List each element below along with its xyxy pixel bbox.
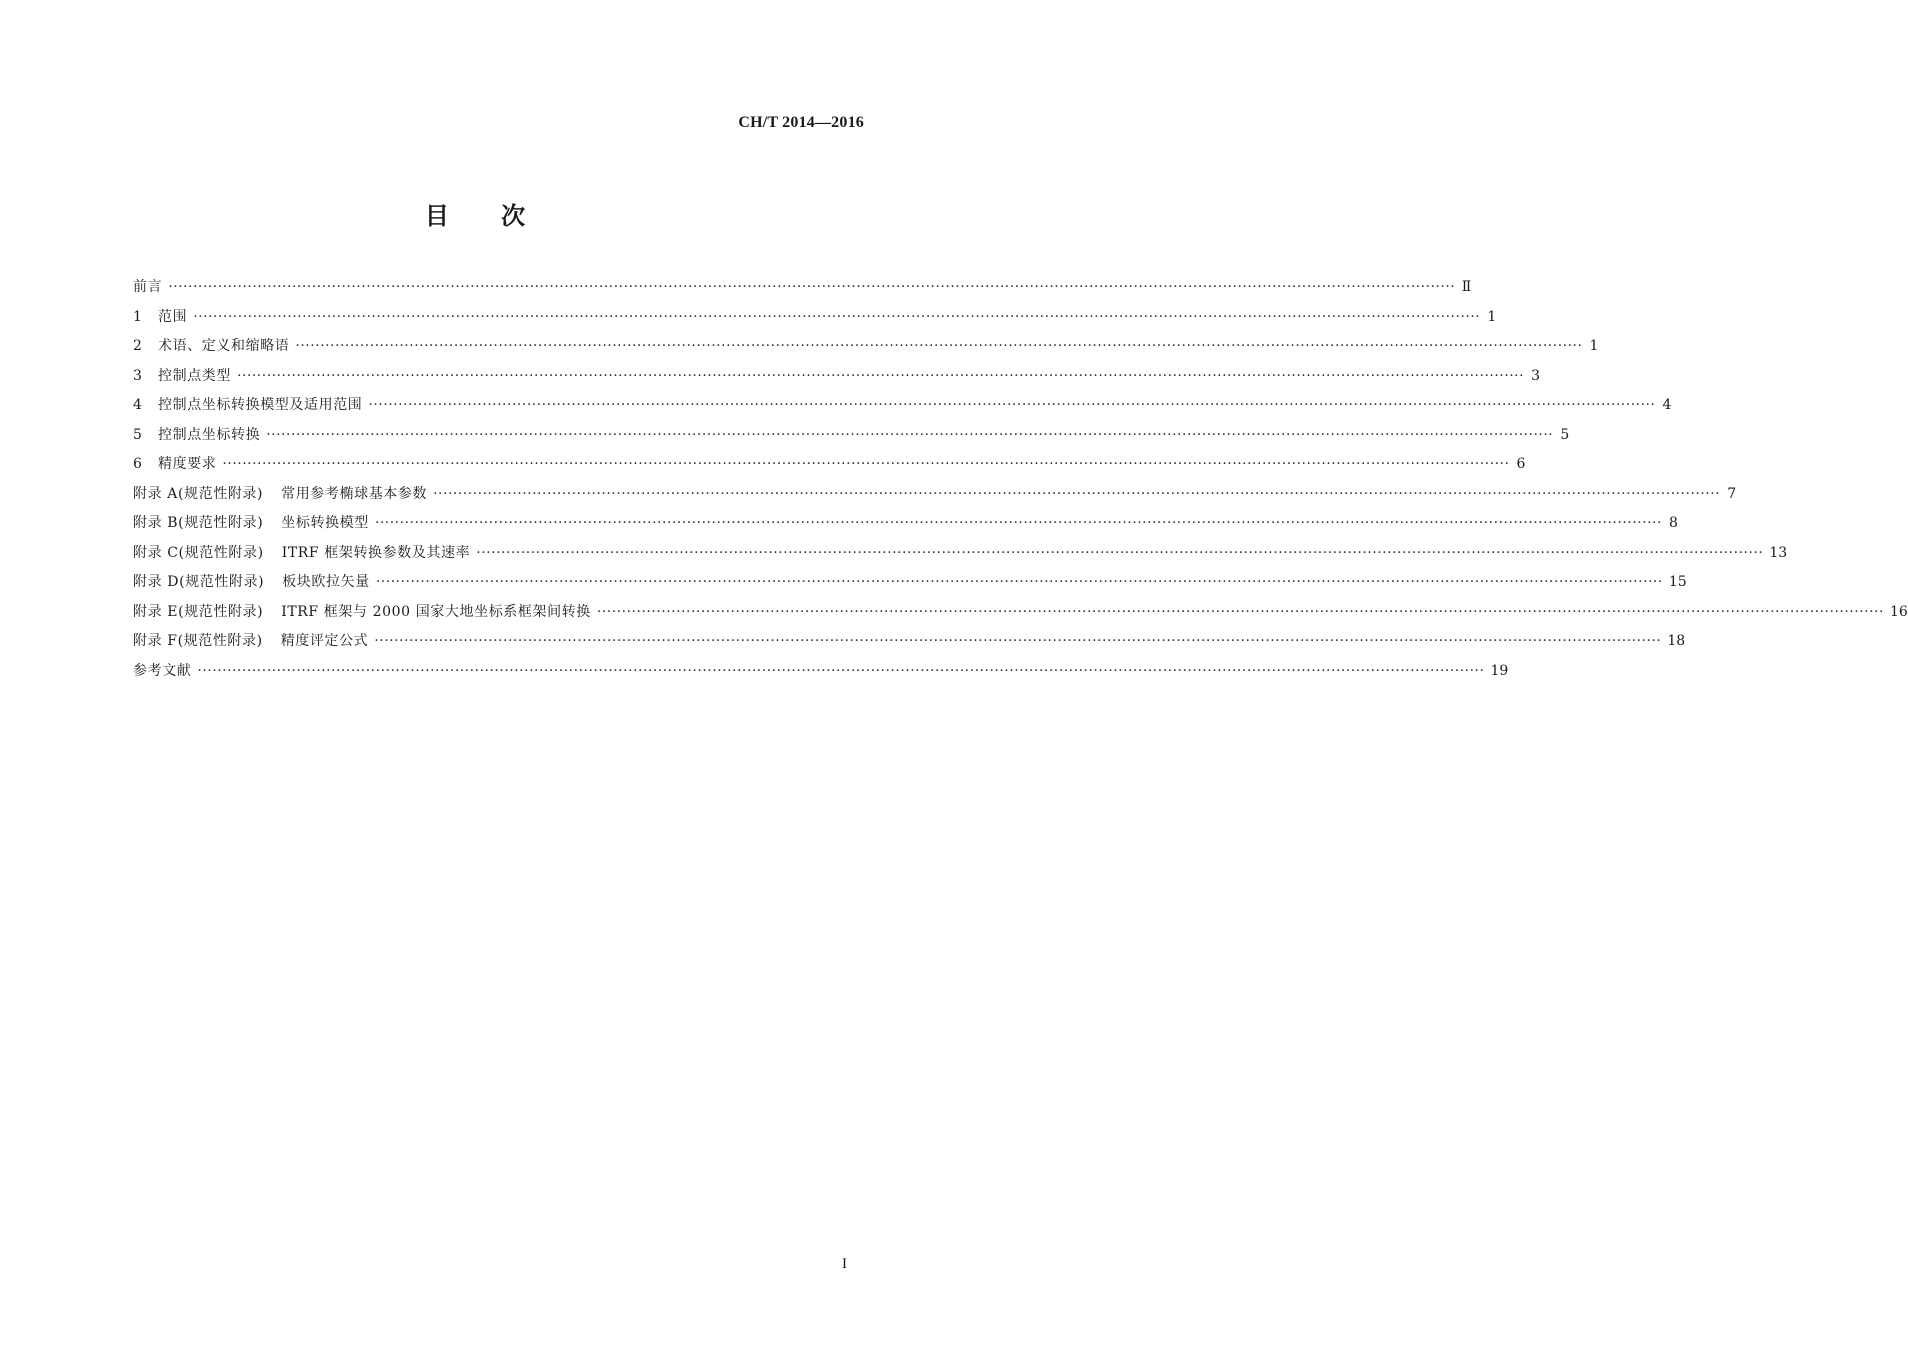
toc-entry-label: 附录 F(规范性附录) bbox=[133, 633, 263, 649]
toc-entry-label: 附录 C(规范性附录) bbox=[133, 544, 264, 561]
toc-entry-page: 4 bbox=[1662, 397, 1672, 413]
toc-entry[interactable] bbox=[133, 276, 1472, 306]
toc-dot-leader: ···································································································································································································································································· bbox=[596, 603, 1884, 620]
toc-entry-title: ITRF 框架转换参数及其速率 bbox=[281, 544, 471, 561]
toc-entry[interactable] bbox=[133, 424, 1570, 454]
toc-entry[interactable] bbox=[133, 335, 1599, 365]
toc-entry-title: ITRF 框架与 2000 国家大地坐标系框架间转换 bbox=[281, 603, 591, 620]
toc-entry-label: 控制点坐标转换模型及适用范围 bbox=[158, 397, 363, 413]
toc-entry-number: 6 bbox=[133, 456, 142, 472]
toc-entry-number: 5 bbox=[133, 426, 142, 443]
toc-dot-leader: ···································································································································································································································································· bbox=[295, 338, 1583, 354]
toc-title: 目 次 bbox=[424, 202, 526, 230]
toc-entry[interactable] bbox=[133, 630, 1686, 660]
document-code: CH/T 2014—2016 bbox=[738, 114, 864, 131]
toc-entry-page: 1 bbox=[1487, 308, 1497, 325]
toc-entry-title: 坐标转换模型 bbox=[281, 515, 369, 531]
toc-dot-leader: ···································································································································································································································································· bbox=[368, 397, 1656, 413]
toc-entry-label: 前言 bbox=[133, 279, 163, 295]
toc-entry-title: 板块欧拉矢量 bbox=[282, 574, 370, 590]
toc-entry-label: 控制点类型 bbox=[158, 367, 231, 384]
toc-dot-leader: ···································································································································································································································································· bbox=[197, 662, 1485, 679]
toc-entry-page: 15 bbox=[1668, 574, 1687, 590]
toc-entry-label: 范围 bbox=[158, 308, 188, 325]
toc-entry[interactable] bbox=[133, 394, 1672, 424]
toc-entry[interactable] bbox=[133, 453, 1526, 483]
toc-entry[interactable] bbox=[133, 601, 1908, 631]
toc-dot-leader: ···································································································································································································································································· bbox=[433, 485, 1721, 502]
toc-dot-leader: ···································································································································································································································································· bbox=[476, 544, 1764, 561]
toc-entry-title: 精度评定公式 bbox=[280, 633, 369, 649]
toc-dot-leader: ···································································································································································································································································· bbox=[237, 367, 1525, 384]
toc-entry-label: 参考文献 bbox=[133, 662, 192, 679]
toc-entry[interactable] bbox=[133, 542, 1788, 572]
toc-entry-page: Ⅱ bbox=[1461, 279, 1472, 295]
toc-entry-label: 精度要求 bbox=[158, 456, 217, 472]
toc-list bbox=[133, 276, 1908, 689]
toc-entry-page: 6 bbox=[1516, 456, 1526, 472]
toc-entry-number: 3 bbox=[133, 367, 142, 384]
toc-entry-page: 19 bbox=[1490, 662, 1509, 679]
toc-entry-number: 1 bbox=[133, 308, 142, 325]
toc-entry-page: 3 bbox=[1531, 367, 1541, 384]
toc-entry-label: 附录 D(规范性附录) bbox=[133, 574, 265, 590]
toc-dot-leader: ···································································································································································································································································· bbox=[168, 279, 1456, 295]
toc-entry-page: 8 bbox=[1669, 515, 1678, 531]
page-number: I bbox=[842, 1256, 847, 1272]
toc-entry-number: 2 bbox=[133, 338, 142, 354]
toc-entry-page: 1 bbox=[1589, 338, 1599, 354]
toc-dot-leader: ···································································································································································································································································· bbox=[193, 308, 1481, 325]
toc-entry-label: 附录 E(规范性附录) bbox=[133, 603, 264, 620]
toc-entry-page: 13 bbox=[1769, 544, 1788, 561]
toc-dot-leader: ···································································································································································································································································· bbox=[374, 633, 1662, 649]
toc-entry-title: 常用参考椭球基本参数 bbox=[281, 485, 428, 502]
toc-entry-label: 术语、定义和缩略语 bbox=[158, 338, 290, 354]
toc-dot-leader: ···································································································································································································································································· bbox=[374, 515, 1662, 531]
toc-entry-label: 附录 A(规范性附录) bbox=[133, 485, 264, 502]
toc-dot-leader: ···································································································································································································································································· bbox=[266, 426, 1554, 443]
toc-entry[interactable] bbox=[133, 660, 1509, 690]
toc-dot-leader: ···································································································································································································································································· bbox=[222, 456, 1510, 472]
toc-entry[interactable] bbox=[133, 571, 1687, 601]
toc-entry[interactable] bbox=[133, 365, 1541, 395]
toc-entry[interactable] bbox=[133, 306, 1497, 336]
toc-entry[interactable] bbox=[133, 483, 1737, 513]
toc-entry-label: 附录 B(规范性附录) bbox=[133, 515, 264, 531]
toc-entry-page: 7 bbox=[1727, 485, 1737, 502]
toc-entry-page: 18 bbox=[1667, 633, 1686, 649]
toc-entry-page: 5 bbox=[1560, 426, 1570, 443]
toc-entry-number: 4 bbox=[133, 397, 142, 413]
toc-entry[interactable] bbox=[133, 512, 1678, 542]
toc-entry-label: 控制点坐标转换 bbox=[158, 426, 261, 443]
toc-entry-page: 16 bbox=[1889, 603, 1908, 620]
toc-dot-leader: ···································································································································································································································································· bbox=[375, 574, 1663, 590]
